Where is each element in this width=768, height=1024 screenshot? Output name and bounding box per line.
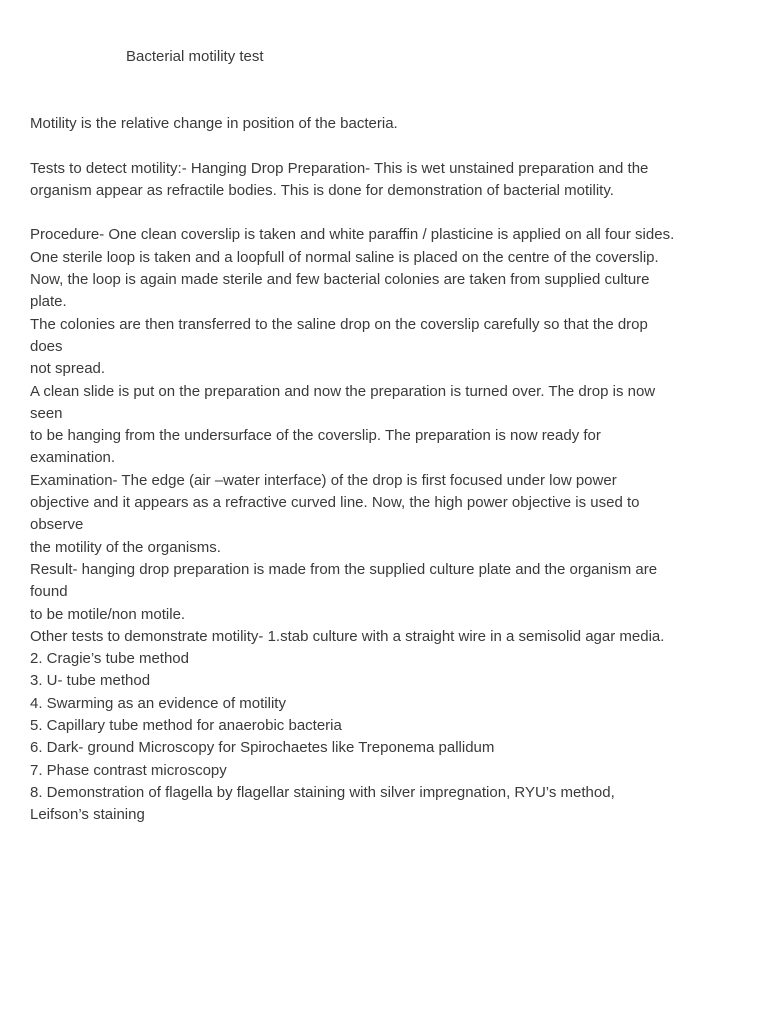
document-body	[30, 113, 750, 827]
paragraph-line: Result- hanging drop preparation is made from the supplied culture plate and the organism are	[30, 560, 658, 578]
paragraph-line: Now, the loop is again made sterile and few bacterial colonies are taken from supplied culture	[30, 271, 650, 289]
paragraph-line: observe	[30, 516, 84, 534]
paragraph-line: Motility is the relative change in position of the bacteria.	[30, 115, 398, 132]
list-item: 3. U- tube method	[30, 672, 151, 690]
paragraph-line: the motility of the organisms.	[30, 538, 221, 556]
paragraph-line: organism appear as refractile bodies. This is done for demonstration of bacterial motility.	[30, 181, 614, 199]
paragraph-line: examination.	[30, 449, 116, 467]
list-item: 4. Swarming as an evidence of motility	[30, 694, 286, 712]
paragraph-line: Tests to detect motility:- Hanging Drop Preparation- This is wet unstained preparation and the	[30, 159, 649, 177]
paragraph-line: not spread.	[30, 360, 106, 378]
list-item: 2. Cragie’s tube method	[30, 650, 189, 668]
list-item: 8. Demonstration of flagella by flagellar staining with silver impregnation, RYU’s method,	[30, 783, 615, 801]
list-item: 5. Capillary tube method for anaerobic bacteria	[30, 717, 342, 735]
paragraph-line: Examination- The edge (air –water interface) of the drop is first focused under low power	[30, 471, 617, 489]
paragraph-line: does	[30, 337, 63, 355]
list-item: 6. Dark- ground Microscopy for Spirochaetes like Treponema pallidum	[30, 739, 495, 757]
document-title: Bacterial motility test	[126, 48, 264, 65]
paragraph-line: to be hanging from the undersurface of the coverslip. The preparation is now ready for	[30, 427, 601, 445]
list-item: Leifson’s staining	[30, 806, 145, 824]
paragraph-line: to be motile/non motile.	[30, 605, 186, 623]
paragraph-gap	[30, 135, 750, 157]
paragraph-line: A clean slide is put on the preparation and now the preparation is turned over. The drop is now	[30, 382, 656, 400]
paragraph-line: objective and it appears as a refractive curved line. Now, the high power objective is used to	[30, 494, 640, 512]
paragraph-line: Other tests to demonstrate motility- 1.stab culture with a straight wire in a semisolid agar media.	[30, 627, 665, 645]
paragraph-line: Procedure- One clean coverslip is taken and white paraffin / plasticine is applied on all four sides.	[30, 226, 675, 244]
paragraph-line: found	[30, 583, 68, 601]
paragraph-line: seen	[30, 404, 63, 422]
paragraph-gap	[30, 202, 750, 224]
list-item: 7. Phase contrast microscopy	[30, 761, 227, 779]
paragraph-line: plate.	[30, 293, 67, 311]
paragraph-line: One sterile loop is taken and a loopfull of normal saline is placed on the centre of the coverslip.	[30, 248, 659, 266]
paragraph-line: The colonies are then transferred to the saline drop on the coverslip carefully so that the drop	[30, 315, 648, 333]
